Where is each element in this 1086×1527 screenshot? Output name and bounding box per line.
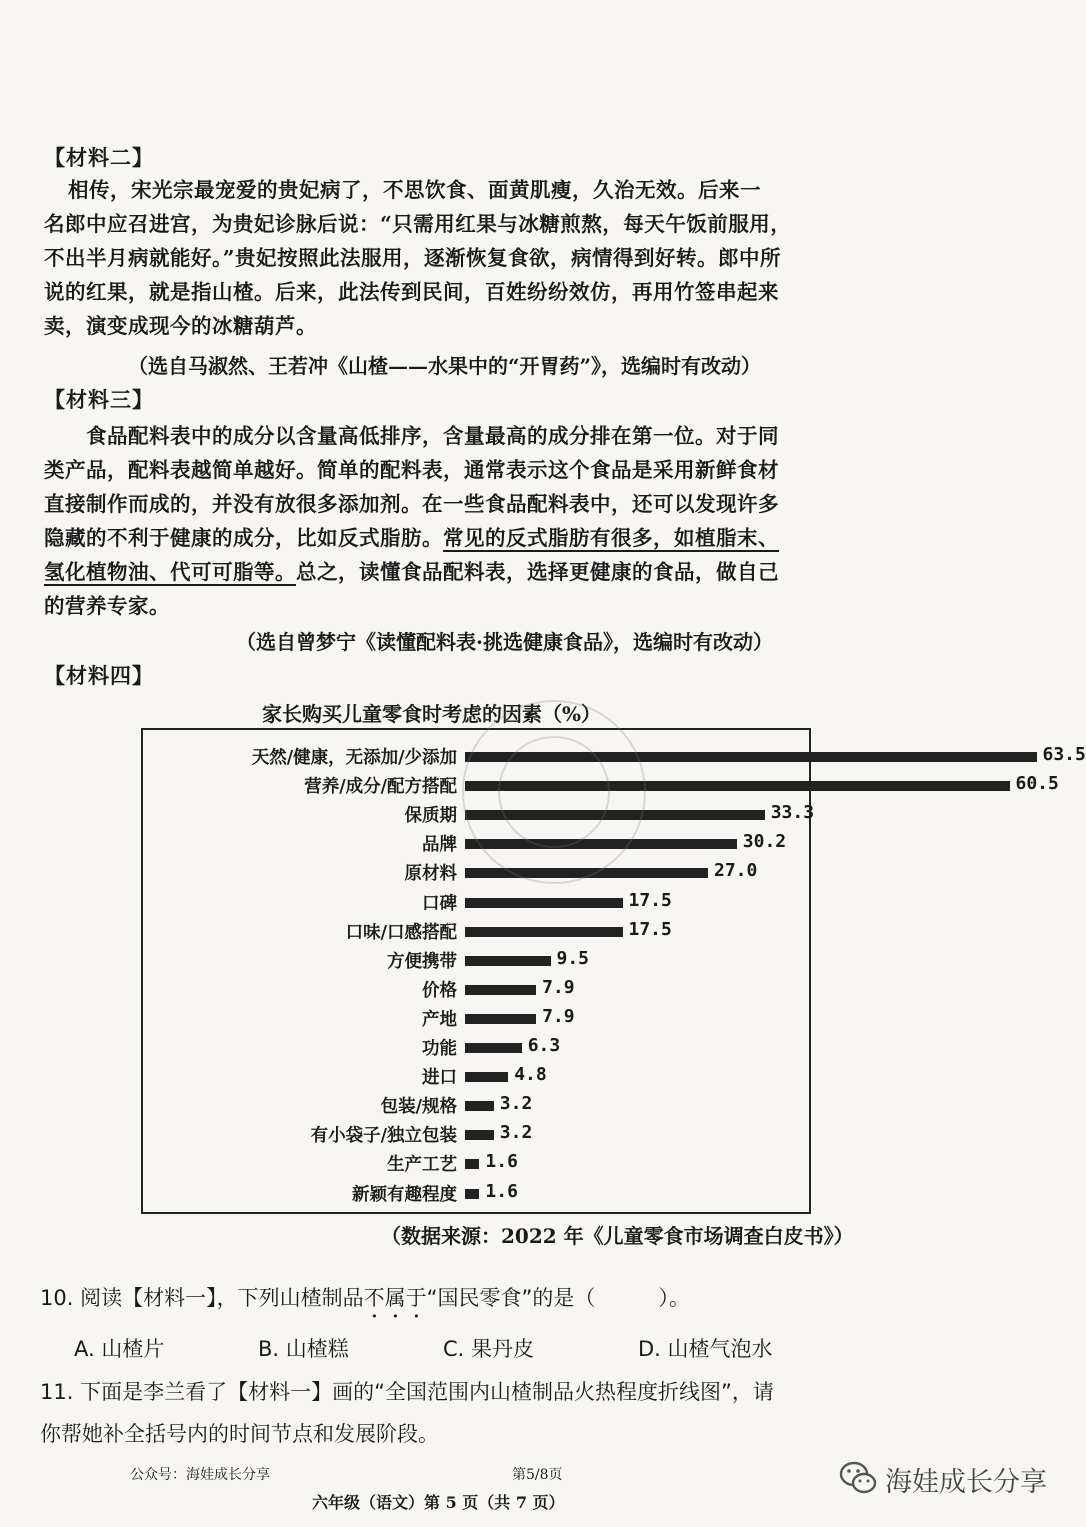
value-label: 33.3 bbox=[770, 802, 815, 824]
category-label: 产地 bbox=[422, 1009, 457, 1030]
bar bbox=[465, 1043, 522, 1053]
category-label: 价格 bbox=[422, 980, 457, 1001]
material3-body bbox=[44, 419, 894, 623]
material3-line bbox=[44, 555, 894, 589]
material3-line bbox=[44, 521, 894, 555]
option-a[interactable]: A. 山楂片 bbox=[74, 1337, 165, 1361]
material2-line: 卖，演变成现今的冰糖葫芦。 bbox=[44, 314, 317, 338]
category-label: 方便携带 bbox=[387, 951, 457, 972]
material3-line: 的营养专家。 bbox=[44, 594, 170, 618]
material2-line: 说的红果，就是指山楂。后来，此法传到民间，百姓纷纷效仿，再用竹签串起来 bbox=[44, 280, 779, 304]
question-10 bbox=[40, 1282, 690, 1323]
material2-heading: 【材料二】 bbox=[44, 145, 154, 170]
watermark-text: 海娃成长分享 bbox=[885, 1467, 1047, 1498]
material4-heading: 【材料四】 bbox=[44, 663, 154, 688]
category-label: 营养/成分/配方搭配 bbox=[304, 777, 457, 798]
bar bbox=[465, 1072, 508, 1082]
category-label: 口味/口感搭配 bbox=[345, 922, 457, 943]
underlined-text: 常见的反式脂肪有很多，如植脂末、 bbox=[443, 526, 779, 550]
value-label: 7.9 bbox=[542, 1005, 575, 1027]
category-label: 原材料 bbox=[404, 864, 457, 885]
material3-line: 类产品，配料表越简单越好。简单的配料表，通常表示这个食品是采用新鲜食材 bbox=[44, 458, 779, 482]
bar bbox=[465, 927, 623, 937]
category-label: 保质期 bbox=[404, 806, 457, 827]
bar bbox=[465, 956, 551, 966]
value-label: 30.2 bbox=[742, 831, 787, 853]
bar bbox=[465, 1014, 536, 1024]
bar bbox=[465, 985, 536, 995]
category-label: 天然/健康，无添加/少添加 bbox=[251, 748, 457, 768]
material2-source: （选自马淑然、王若冲《山楂——水果中的“开胃药”》，选编时有改动） bbox=[128, 354, 762, 378]
bar bbox=[465, 1130, 494, 1140]
material4-source: （数据来源：2022 年《儿童零食市场调查白皮书》） bbox=[381, 1224, 854, 1248]
value-label: 3.2 bbox=[499, 1093, 533, 1115]
material2-line: 名郎中应召进宫，为贵妃诊脉后说：“只需用红果与冰糖煎熬，每天午饭前服用， bbox=[44, 212, 792, 236]
material2-line: 相传，宋光宗最宠爱的贵妃病了，不思饮食、面黄肌瘦，久治无效。后来一 bbox=[68, 178, 761, 202]
value-label: 27.0 bbox=[714, 860, 758, 882]
footer-exam-page: 六年级（语文）第 5 页（共 7 页） bbox=[312, 1493, 565, 1512]
value-label: 7.9 bbox=[542, 976, 575, 998]
value-label: 6.3 bbox=[527, 1035, 561, 1056]
chart-title: 家长购买儿童零食时考虑的因素（%） bbox=[262, 702, 602, 726]
material2-line: 不出半月病就能好。”贵妃按照此法服用，逐渐恢复食欲，病情得到好转。郎中所 bbox=[44, 246, 782, 270]
material3-source: （选自曾梦宁《读懂配料表·挑选健康食品》，选编时有改动） bbox=[236, 630, 773, 654]
category-label: 包装/规格 bbox=[380, 1097, 457, 1118]
footer-page-of: 第5/8页 bbox=[512, 1467, 563, 1483]
underlined-text: 氢化植物油、代可可脂等。 bbox=[44, 560, 296, 584]
bar bbox=[465, 1101, 494, 1111]
material3-line: 直接制作而成的，并没有放很多添加剂。在一些食品配料表中，还可以发现许多 bbox=[44, 492, 779, 516]
wechat-icon bbox=[838, 1458, 878, 1498]
value-label: 63.5 bbox=[1042, 744, 1086, 765]
footer-account: 公众号：海娃成长分享 bbox=[130, 1467, 270, 1483]
material3-line: 食品配料表中的成分以含量高低排序，含量最高的成分排在第一位。对于同 bbox=[86, 424, 779, 448]
option-d[interactable]: D. 山楂气泡水 bbox=[638, 1337, 773, 1361]
stamp-watermark-inner bbox=[498, 736, 610, 848]
bar bbox=[465, 1189, 479, 1199]
value-label: 17.5 bbox=[628, 889, 672, 911]
q10-prefix: 10. 阅读【材料一】，下列山楂制品 bbox=[40, 1286, 364, 1310]
value-label: 3.2 bbox=[499, 1122, 533, 1144]
value-label: 4.8 bbox=[514, 1064, 547, 1086]
category-label: 生产工艺 bbox=[387, 1155, 457, 1176]
question-11-line1: 11. 下面是李兰看了【材料一】画的“全国范围内山楂制品火热程度折线图”，请 bbox=[40, 1380, 774, 1404]
category-label: 品牌 bbox=[422, 835, 457, 856]
bar bbox=[465, 898, 623, 908]
category-label: 进口 bbox=[422, 1068, 457, 1089]
q10-suffix: “国民零食”的是（ ）。 bbox=[426, 1286, 690, 1310]
category-label: 新颖有趣程度 bbox=[352, 1184, 457, 1205]
value-label: 60.5 bbox=[1015, 773, 1059, 795]
bar bbox=[465, 1159, 479, 1169]
material3-text: 隐藏的不利于健康的成分，比如反式脂肪。 bbox=[44, 526, 443, 550]
q10-emphasis: 不属于 bbox=[363, 1286, 427, 1310]
category-label: 功能 bbox=[422, 1039, 457, 1059]
value-label: 1.6 bbox=[485, 1151, 518, 1173]
option-c[interactable]: C. 果丹皮 bbox=[443, 1337, 535, 1361]
material3-text: 总之，读懂食品配料表，选择更健康的食品，做自己 bbox=[296, 560, 779, 584]
value-label: 1.6 bbox=[485, 1180, 518, 1202]
question-11-line2: 你帮她补全括号内的时间节点和发展阶段。 bbox=[40, 1422, 439, 1446]
value-label: 17.5 bbox=[628, 918, 672, 940]
material3-heading: 【材料三】 bbox=[44, 387, 154, 412]
option-b[interactable]: B. 山楂糕 bbox=[258, 1337, 349, 1361]
category-label: 有小袋子/独立包装 bbox=[310, 1126, 457, 1147]
category-label: 口碑 bbox=[422, 893, 457, 914]
value-label: 9.5 bbox=[556, 947, 590, 969]
material2-body bbox=[44, 173, 894, 343]
